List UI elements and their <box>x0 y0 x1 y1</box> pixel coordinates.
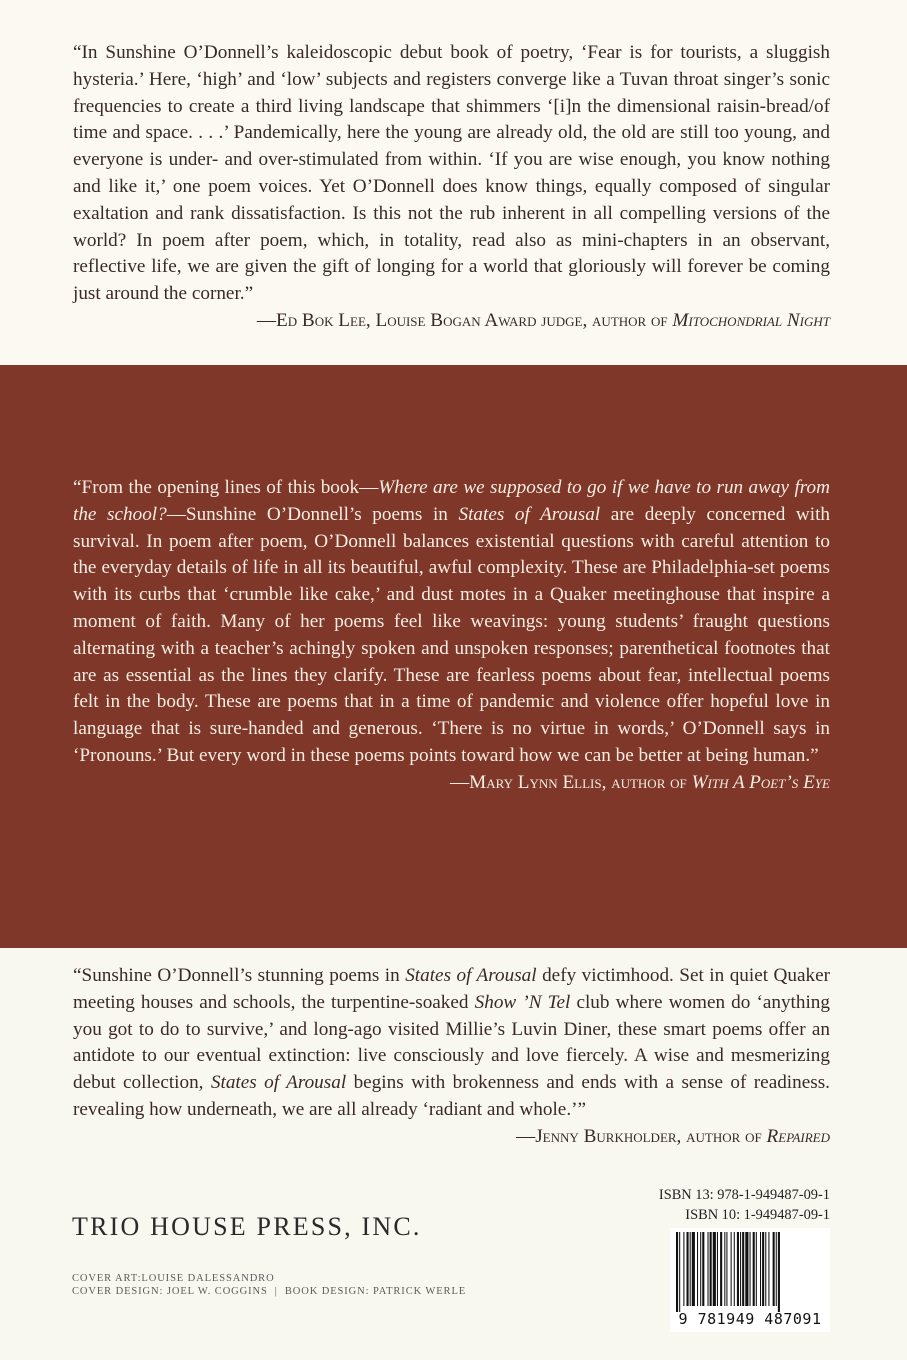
barcode-bar <box>713 1232 716 1306</box>
barcode-bar <box>726 1232 727 1306</box>
barcode-bar <box>740 1232 741 1306</box>
isbn-block <box>659 1185 830 1225</box>
blurb-quote-3 <box>73 963 830 1124</box>
blurb-attribution-1 <box>73 308 830 335</box>
barcode-bar <box>683 1232 684 1306</box>
barcode-bar <box>720 1232 722 1306</box>
barcode-bar <box>731 1232 732 1306</box>
quote-text: “From the opening lines of this book— <box>73 477 379 498</box>
quote-text: “Sunshine O’Donnell’s stunning poems in <box>73 965 406 986</box>
barcode-bar <box>734 1232 735 1306</box>
barcode-bar <box>690 1232 691 1306</box>
barcode-bar <box>768 1232 769 1306</box>
quote-text: are deeply concerned with survival. In poem after poem, O’Donnell balances existential questions with careful attention to the everyday details of life in all its beautiful, awful complexity. These are Philadelphia-set poems with its curbs that ‘crumble like cake,’ and dust motes in a Quaker meetinghouse that inspire a moment of faith. Many of her poems feel like weavings: young students’ fraught questions alternating with a teacher’s achingly spoken and unspoken responses; parenthetical footnotes that are as essential as the lines they clarify. These are fearless poems about fear, intellectual poems felt in the body. These are poems that in a time of pandemic and violence offer hopeful love in language that is sure-handed and generous. ‘There is no virtue in words,’ O’Donnell says in ‘Pronouns.’ But every word in these poems points toward how we can be better at being human.” <box>73 503 830 766</box>
barcode-bar <box>700 1232 701 1306</box>
barcode-bar <box>676 1232 678 1312</box>
barcode-bar <box>702 1232 704 1306</box>
blurb-panel-middle <box>0 365 907 948</box>
quote-italic-text: Where are we supposed to go if we have to run away from the school? <box>73 477 830 525</box>
quote-italic-text: States of Arousal <box>458 503 601 525</box>
barcode-bar <box>724 1232 725 1306</box>
barcode-bars <box>670 1228 830 1312</box>
blurb-quote-2 <box>73 475 830 770</box>
design-credits <box>72 1272 466 1298</box>
barcode-bar <box>710 1232 712 1306</box>
quote-text: defy victimhood. Set in quiet Quaker meeting houses and schools, the turpentine-soaked <box>73 965 830 1013</box>
barcode-bar <box>745 1232 748 1306</box>
barcode-bar <box>717 1232 718 1306</box>
barcode-bar <box>742 1232 744 1306</box>
barcode-bar <box>765 1232 766 1306</box>
barcode-bar <box>762 1232 764 1306</box>
attribution-name: —Ed Bok Lee, Louise Bogan Award judge, author of <box>256 309 673 331</box>
barcode-bar <box>679 1232 680 1312</box>
barcode-digits: 9 781949 487091 <box>678 1310 822 1328</box>
barcode-bar <box>778 1232 780 1312</box>
barcode-bar <box>753 1232 755 1306</box>
quote-italic-text: States of Arousal <box>405 965 537 986</box>
attribution-name: —Jenny Burkholder, author of <box>516 1125 767 1147</box>
barcode <box>670 1228 830 1332</box>
isbn-13: ISBN 13: 978-1-949487-09-1 <box>658 1187 830 1203</box>
quote-text: “In Sunshine O’Donnell’s kaleidoscopic debut book of poetry, ‘Fear is for tourists, a sluggish hysteria.’ Here, ‘high’ and ‘low’ subjects and registers converge like a Tuvan throat singer’s sonic frequencies to create a third living landscape that shimmers ‘[i]n the dimensional raisin-bread/of time and space. . . .’ Pandemically, here the young are already old, the old are still too young, and everyone is under- and over-stimulated from within. ‘If you are wise enough, you know nothing and like it,’ one poem voices. Yet O’Donnell does know things, equally composed of singular exaltation and rank dissatisfaction. Is this not the rub inherent in all compelling versions of the world? In poem after poem, which, in totality, read also as mini-chapters in an observant, reflective life, we are given the gift of longing for a world that gloriously will forever be coming just around the corner.” <box>73 42 830 305</box>
attribution-book-title: Repaired <box>766 1125 830 1147</box>
barcode-bar <box>773 1232 775 1306</box>
attribution-book-title: Mitochondrial Night <box>672 309 830 331</box>
attribution-name: —Mary Lynn Ellis, author of <box>449 771 692 793</box>
barcode-bar <box>737 1232 739 1306</box>
barcode-bar <box>708 1232 709 1306</box>
attribution-book-title: With A Poet’s Eye <box>691 771 830 793</box>
barcode-bar <box>687 1232 689 1306</box>
barcode-bar <box>760 1232 761 1306</box>
blurb-attribution-2 <box>73 770 830 797</box>
blurb-quote-1 <box>73 40 830 308</box>
barcode-bar <box>756 1232 757 1306</box>
blurb-panel-top <box>0 0 907 365</box>
barcode-bar <box>776 1232 777 1306</box>
quote-text: club where women do ‘anything you got to do to survive,’ and long-ago visited Millie’s Luvin Diner, these smart poems offer an antidote to our eventual extinction: live consciously and love fiercely. A wise and mesmerizing debut collection, <box>73 991 830 1094</box>
cover-art-credit: COVER ART:LOUISE DALESSANDRO <box>72 1273 275 1284</box>
quote-italic-text: Show ’N Tel <box>474 991 571 1013</box>
design-credit: COVER DESIGN: JOEL W. COGGINS | BOOK DESIGN: PATRICK WERLE <box>72 1286 467 1297</box>
blurb-attribution-3 <box>73 1124 830 1151</box>
isbn-10: ISBN 10: 1-949487-09-1 <box>685 1207 830 1223</box>
quote-text: —Sunshine O’Donnell’s poems in <box>166 503 459 525</box>
quote-text: begins with brokenness and ends with a sense of readiness. revealing how underneath, we are all already ‘radiant and whole.’” <box>73 1072 830 1120</box>
barcode-bar <box>692 1232 695 1306</box>
barcode-bar <box>697 1232 698 1306</box>
barcode-bar <box>750 1232 751 1306</box>
publisher-name: TRIO HOUSE PRESS, INC. <box>72 1212 422 1241</box>
quote-italic-text: States of Arousal <box>210 1072 347 1094</box>
